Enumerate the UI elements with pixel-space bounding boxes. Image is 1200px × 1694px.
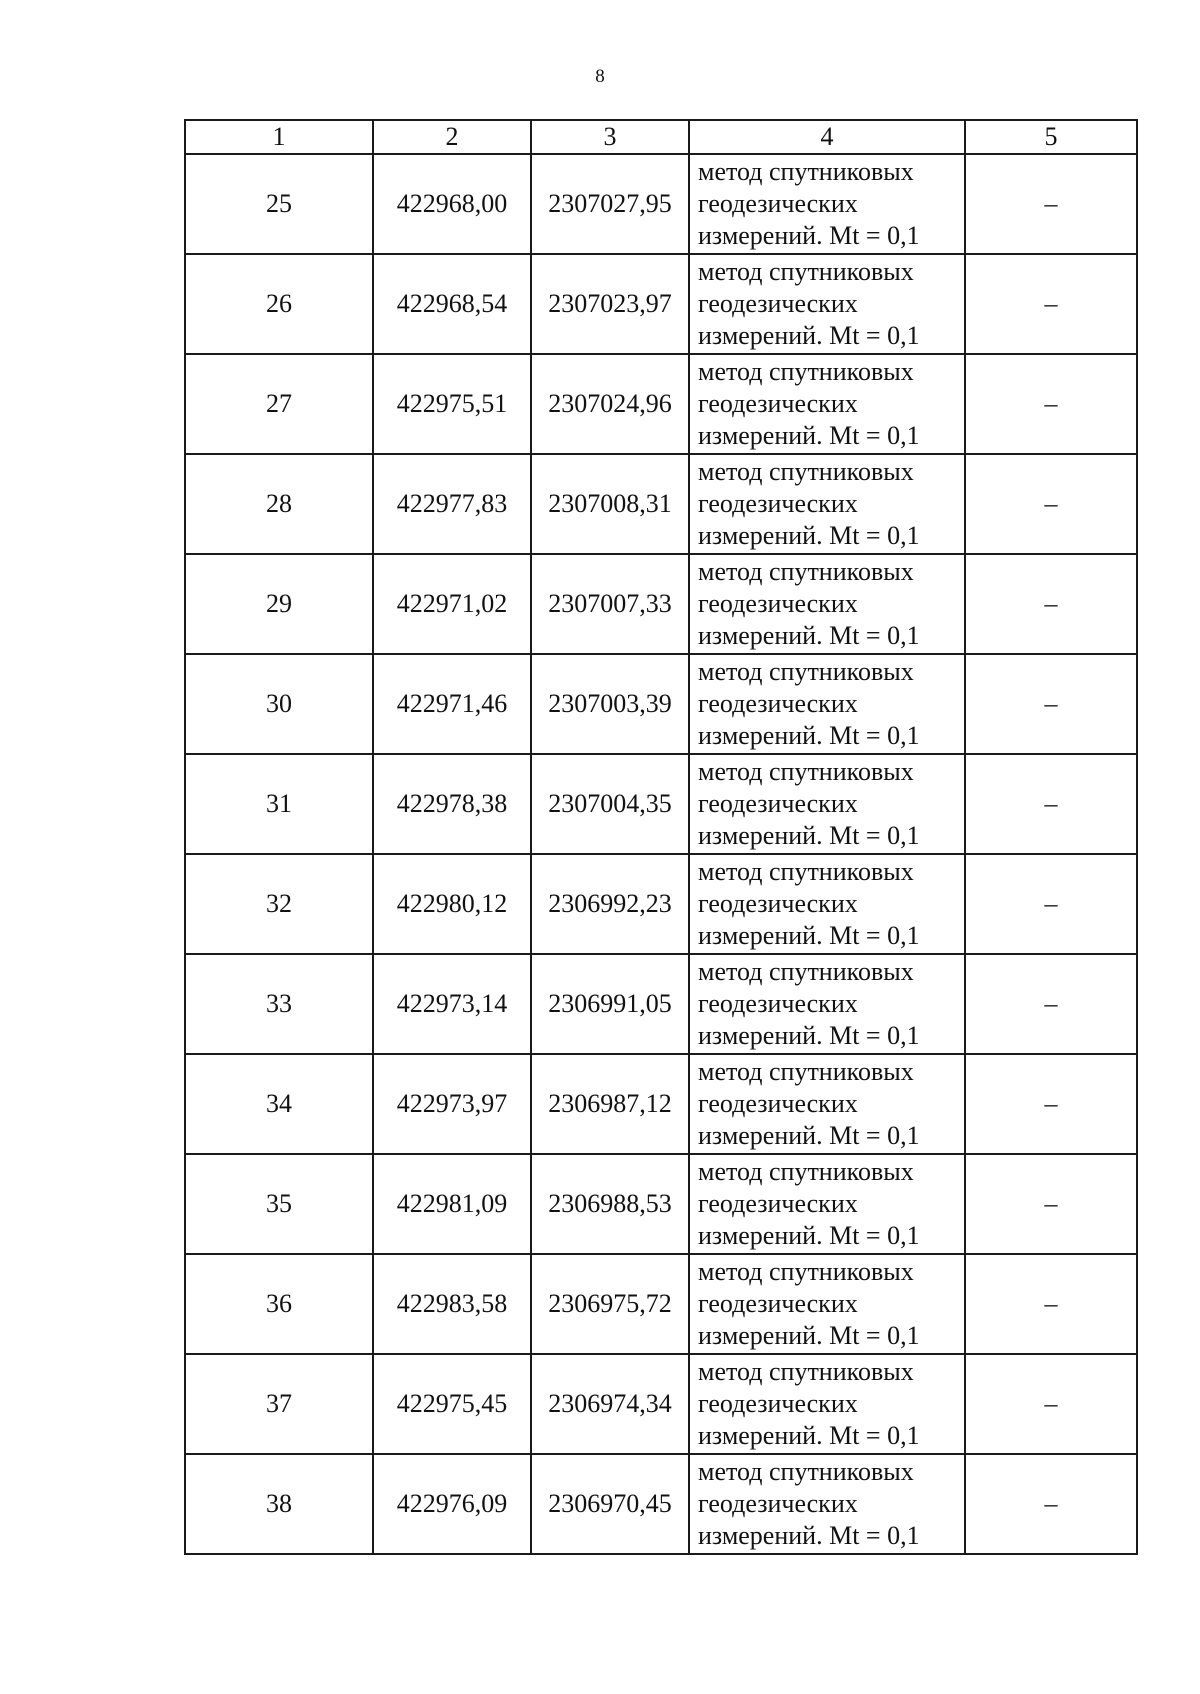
point-number-cell: 27 <box>185 354 373 454</box>
method-cell <box>689 354 965 454</box>
y-coordinate-cell: 2307004,35 <box>531 754 689 854</box>
point-number-cell: 31 <box>185 754 373 854</box>
method-text-line: геодезических <box>698 1389 858 1418</box>
note-cell: – <box>965 1054 1137 1154</box>
method-text-line: измерений. Mt = 0,1 <box>698 1021 920 1050</box>
method-text-line: метод спутниковых <box>698 357 914 386</box>
x-coordinate-cell: 422978,38 <box>373 754 531 854</box>
x-coordinate-cell: 422980,12 <box>373 854 531 954</box>
method-cell <box>689 554 965 654</box>
page-number: 8 <box>595 66 605 87</box>
method-cell <box>689 1054 965 1154</box>
point-number-cell: 33 <box>185 954 373 1054</box>
method-text-line: метод спутниковых <box>698 957 914 986</box>
method-cell <box>689 254 965 354</box>
method-text-line: геодезических <box>698 789 858 818</box>
note-cell: – <box>965 754 1137 854</box>
x-coordinate-cell: 422973,14 <box>373 954 531 1054</box>
note-cell: – <box>965 354 1137 454</box>
table-row <box>185 654 1137 754</box>
method-text-line: измерений. Mt = 0,1 <box>698 421 920 450</box>
header-cell-3: 3 <box>531 120 689 154</box>
x-coordinate-cell: 422977,83 <box>373 454 531 554</box>
x-coordinate-cell: 422983,58 <box>373 1254 531 1354</box>
x-coordinate-cell: 422975,51 <box>373 354 531 454</box>
y-coordinate-cell: 2307003,39 <box>531 654 689 754</box>
method-cell <box>689 1154 965 1254</box>
method-text-line: метод спутниковых <box>698 1057 914 1086</box>
method-text-line: метод спутниковых <box>698 1157 914 1186</box>
table-row <box>185 1054 1137 1154</box>
method-cell <box>689 1454 965 1554</box>
method-text-line: геодезических <box>698 489 858 518</box>
table-row <box>185 154 1137 254</box>
x-coordinate-cell: 422981,09 <box>373 1154 531 1254</box>
table-row <box>185 1454 1137 1554</box>
point-number-cell: 30 <box>185 654 373 754</box>
table-row <box>185 754 1137 854</box>
table-row <box>185 554 1137 654</box>
method-text-line: метод спутниковых <box>698 1257 914 1286</box>
y-coordinate-cell: 2306992,23 <box>531 854 689 954</box>
y-coordinate-cell: 2306988,53 <box>531 1154 689 1254</box>
table-row <box>185 1154 1137 1254</box>
table-body <box>185 154 1137 1554</box>
point-number-cell: 37 <box>185 1354 373 1454</box>
method-cell <box>689 1254 965 1354</box>
note-cell: – <box>965 254 1137 354</box>
method-text-line: измерений. Mt = 0,1 <box>698 221 920 250</box>
method-cell <box>689 154 965 254</box>
note-cell: – <box>965 1454 1137 1554</box>
point-number-cell: 29 <box>185 554 373 654</box>
note-cell: – <box>965 1254 1137 1354</box>
x-coordinate-cell: 422968,00 <box>373 154 531 254</box>
header-cell-4: 4 <box>689 120 965 154</box>
table-header <box>185 120 1137 154</box>
table-row <box>185 354 1137 454</box>
method-cell <box>689 454 965 554</box>
y-coordinate-cell: 2306975,72 <box>531 1254 689 1354</box>
method-text-line: измерений. Mt = 0,1 <box>698 1221 920 1250</box>
method-cell <box>689 654 965 754</box>
method-text-line: метод спутниковых <box>698 557 914 586</box>
y-coordinate-cell: 2306974,34 <box>531 1354 689 1454</box>
method-text-line: измерений. Mt = 0,1 <box>698 1321 920 1350</box>
method-text-line: геодезических <box>698 989 858 1018</box>
method-text-line: геодезических <box>698 1189 858 1218</box>
method-text-line: измерений. Mt = 0,1 <box>698 1121 920 1150</box>
y-coordinate-cell: 2307027,95 <box>531 154 689 254</box>
note-cell: – <box>965 454 1137 554</box>
method-cell <box>689 1354 965 1454</box>
method-text-line: измерений. Mt = 0,1 <box>698 921 920 950</box>
method-text-line: геодезических <box>698 589 858 618</box>
table-row <box>185 954 1137 1054</box>
method-text-line: измерений. Mt = 0,1 <box>698 521 920 550</box>
table-row <box>185 454 1137 554</box>
method-cell <box>689 954 965 1054</box>
table-row <box>185 1254 1137 1354</box>
note-cell: – <box>965 1154 1137 1254</box>
method-text-line: измерений. Mt = 0,1 <box>698 1521 920 1550</box>
method-text-line: геодезических <box>698 1289 858 1318</box>
method-text-line: геодезических <box>698 389 858 418</box>
method-text-line: измерений. Mt = 0,1 <box>698 321 920 350</box>
method-cell <box>689 854 965 954</box>
method-text-line: метод спутниковых <box>698 657 914 686</box>
note-cell: – <box>965 554 1137 654</box>
point-number-cell: 28 <box>185 454 373 554</box>
method-text-line: метод спутниковых <box>698 1457 914 1486</box>
point-number-cell: 36 <box>185 1254 373 1354</box>
point-number-cell: 32 <box>185 854 373 954</box>
method-text-line: метод спутниковых <box>698 1357 914 1386</box>
header-cell-1: 1 <box>185 120 373 154</box>
x-coordinate-cell: 422973,97 <box>373 1054 531 1154</box>
method-text-line: геодезических <box>698 689 858 718</box>
note-cell: – <box>965 954 1137 1054</box>
method-text-line: геодезических <box>698 1489 858 1518</box>
method-text-line: геодезических <box>698 289 858 318</box>
table-row <box>185 1354 1137 1454</box>
method-text-line: метод спутниковых <box>698 757 914 786</box>
point-number-cell: 35 <box>185 1154 373 1254</box>
method-text-line: измерений. Mt = 0,1 <box>698 821 920 850</box>
y-coordinate-cell: 2306970,45 <box>531 1454 689 1554</box>
method-text-line: измерений. Mt = 0,1 <box>698 1421 920 1450</box>
point-number-cell: 34 <box>185 1054 373 1154</box>
x-coordinate-cell: 422971,02 <box>373 554 531 654</box>
x-coordinate-cell: 422971,46 <box>373 654 531 754</box>
x-coordinate-cell: 422975,45 <box>373 1354 531 1454</box>
method-text-line: измерений. Mt = 0,1 <box>698 621 920 650</box>
x-coordinate-cell: 422968,54 <box>373 254 531 354</box>
y-coordinate-cell: 2306987,12 <box>531 1054 689 1154</box>
y-coordinate-cell: 2307023,97 <box>531 254 689 354</box>
table-row <box>185 254 1137 354</box>
x-coordinate-cell: 422976,09 <box>373 1454 531 1554</box>
method-text-line: геодезических <box>698 189 858 218</box>
header-cell-2: 2 <box>373 120 531 154</box>
header-row <box>185 120 1137 154</box>
y-coordinate-cell: 2307024,96 <box>531 354 689 454</box>
point-number-cell: 25 <box>185 154 373 254</box>
note-cell: – <box>965 1354 1137 1454</box>
note-cell: – <box>965 654 1137 754</box>
method-text-line: геодезических <box>698 1089 858 1118</box>
method-text-line: метод спутниковых <box>698 857 914 886</box>
y-coordinate-cell: 2306991,05 <box>531 954 689 1054</box>
table-row <box>185 854 1137 954</box>
method-text-line: метод спутниковых <box>698 157 914 186</box>
point-number-cell: 26 <box>185 254 373 354</box>
note-cell: – <box>965 854 1137 954</box>
method-text-line: метод спутниковых <box>698 257 914 286</box>
method-text-line: геодезических <box>698 889 858 918</box>
method-cell <box>689 754 965 854</box>
method-text-line: измерений. Mt = 0,1 <box>698 721 920 750</box>
y-coordinate-cell: 2307008,31 <box>531 454 689 554</box>
header-cell-5: 5 <box>965 120 1137 154</box>
point-number-cell: 38 <box>185 1454 373 1554</box>
coordinates-table <box>184 119 1138 1555</box>
y-coordinate-cell: 2307007,33 <box>531 554 689 654</box>
note-cell: – <box>965 154 1137 254</box>
method-text-line: метод спутниковых <box>698 457 914 486</box>
